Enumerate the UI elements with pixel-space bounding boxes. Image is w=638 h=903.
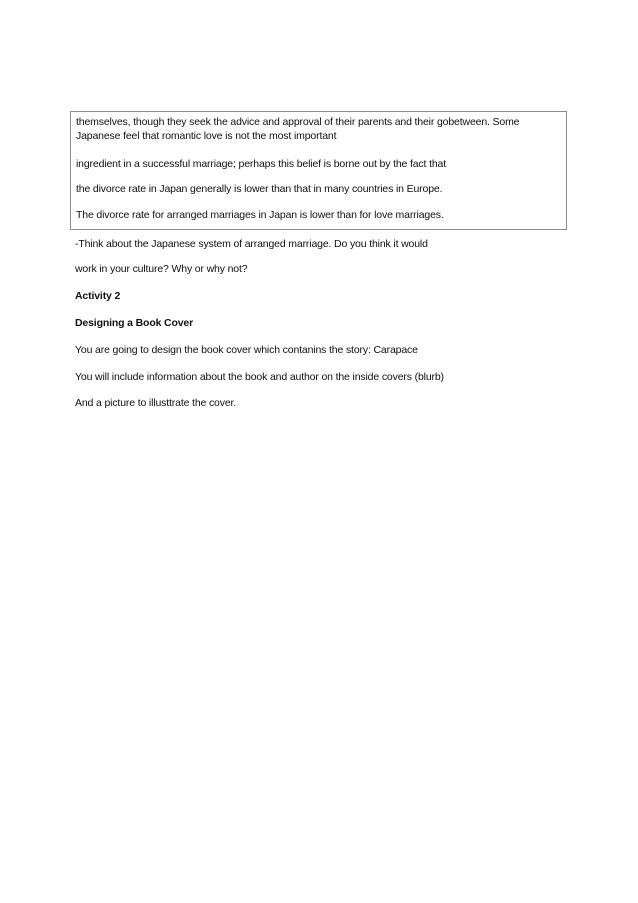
quoted-text-box bbox=[70, 111, 567, 230]
box-line-3: ingredient in a successful marriage; perhaps this belief is borne out by the fact that bbox=[76, 158, 446, 170]
activity-line-2: You will include information about the book and author on the inside covers (blurb) bbox=[75, 371, 444, 383]
activity-heading: Activity 2 bbox=[75, 290, 121, 302]
activity-line-3: And a picture to illusttrate the cover. bbox=[75, 397, 237, 409]
activity-line-1: You are going to design the book cover which contanins the story: Carapace bbox=[75, 344, 418, 356]
box-line-2: Japanese feel that romantic love is not the most important bbox=[76, 130, 337, 142]
question-line-2: work in your culture? Why or why not? bbox=[75, 263, 248, 275]
activity-subheading: Designing a Book Cover bbox=[75, 317, 194, 329]
box-line-5: The divorce rate for arranged marriages in Japan is lower than for love marriages. bbox=[76, 209, 444, 221]
box-line-1: themselves, though they seek the advice and approval of their parents and their gobetween. Some bbox=[76, 116, 520, 128]
box-line-4: the divorce rate in Japan generally is lower than that in many countries in Europe. bbox=[76, 183, 443, 195]
question-line-1: -Think about the Japanese system of arranged marriage. Do you think it would bbox=[75, 238, 428, 250]
